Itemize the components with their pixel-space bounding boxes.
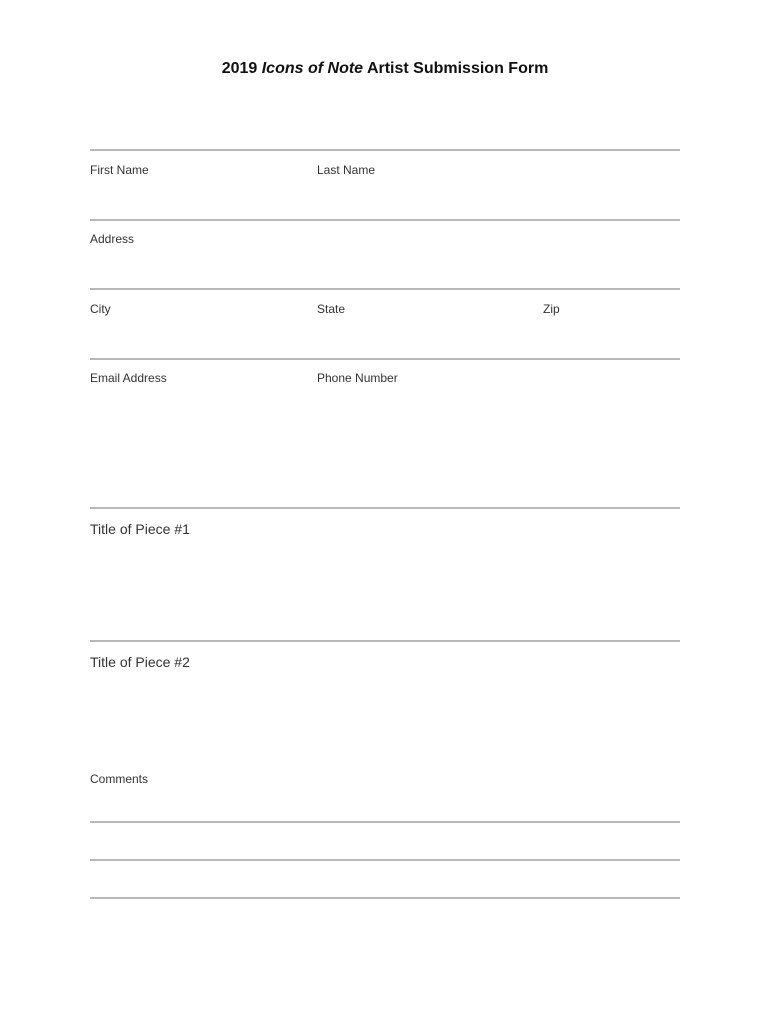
email-label: Email Address [90, 371, 167, 385]
divider-city [90, 358, 680, 360]
piece1-label: Title of Piece #1 [90, 521, 190, 537]
comments-field-line-2[interactable] [90, 833, 678, 857]
comments-label: Comments [90, 772, 149, 786]
state-label: State [317, 302, 346, 316]
email-field[interactable] [90, 393, 300, 417]
divider-contact [90, 507, 680, 509]
comments-line-2 [90, 859, 680, 861]
last-name-field[interactable] [317, 185, 677, 209]
divider-top [90, 149, 680, 151]
piece2-label: Title of Piece #2 [90, 654, 190, 670]
comments-field-line-1[interactable] [90, 795, 678, 819]
city-field[interactable] [90, 324, 300, 348]
title-italic: Icons of Note [261, 60, 364, 77]
form-title [0, 60, 770, 78]
divider-address [90, 288, 680, 290]
comments-line-1 [90, 821, 680, 823]
piece2-field[interactable] [90, 679, 678, 703]
comments-field-line-3[interactable] [90, 871, 678, 895]
piece1-field[interactable] [90, 546, 678, 570]
title-rest: Artist Submission Form [366, 60, 549, 77]
phone-field[interactable] [317, 393, 677, 417]
zip-label: Zip [543, 302, 560, 316]
zip-field[interactable] [543, 324, 678, 348]
first-name-field[interactable] [90, 185, 300, 209]
city-label: City [90, 302, 111, 316]
first-name-label: First Name [90, 163, 149, 177]
phone-label: Phone Number [317, 371, 398, 385]
comments-line-3 [90, 897, 680, 899]
divider-piece1 [90, 640, 680, 642]
divider-name [90, 219, 680, 221]
title-year: 2019 [221, 60, 258, 77]
address-label: Address [90, 232, 135, 246]
state-field[interactable] [317, 324, 527, 348]
address-field[interactable] [90, 254, 678, 278]
last-name-label: Last Name [317, 163, 376, 177]
